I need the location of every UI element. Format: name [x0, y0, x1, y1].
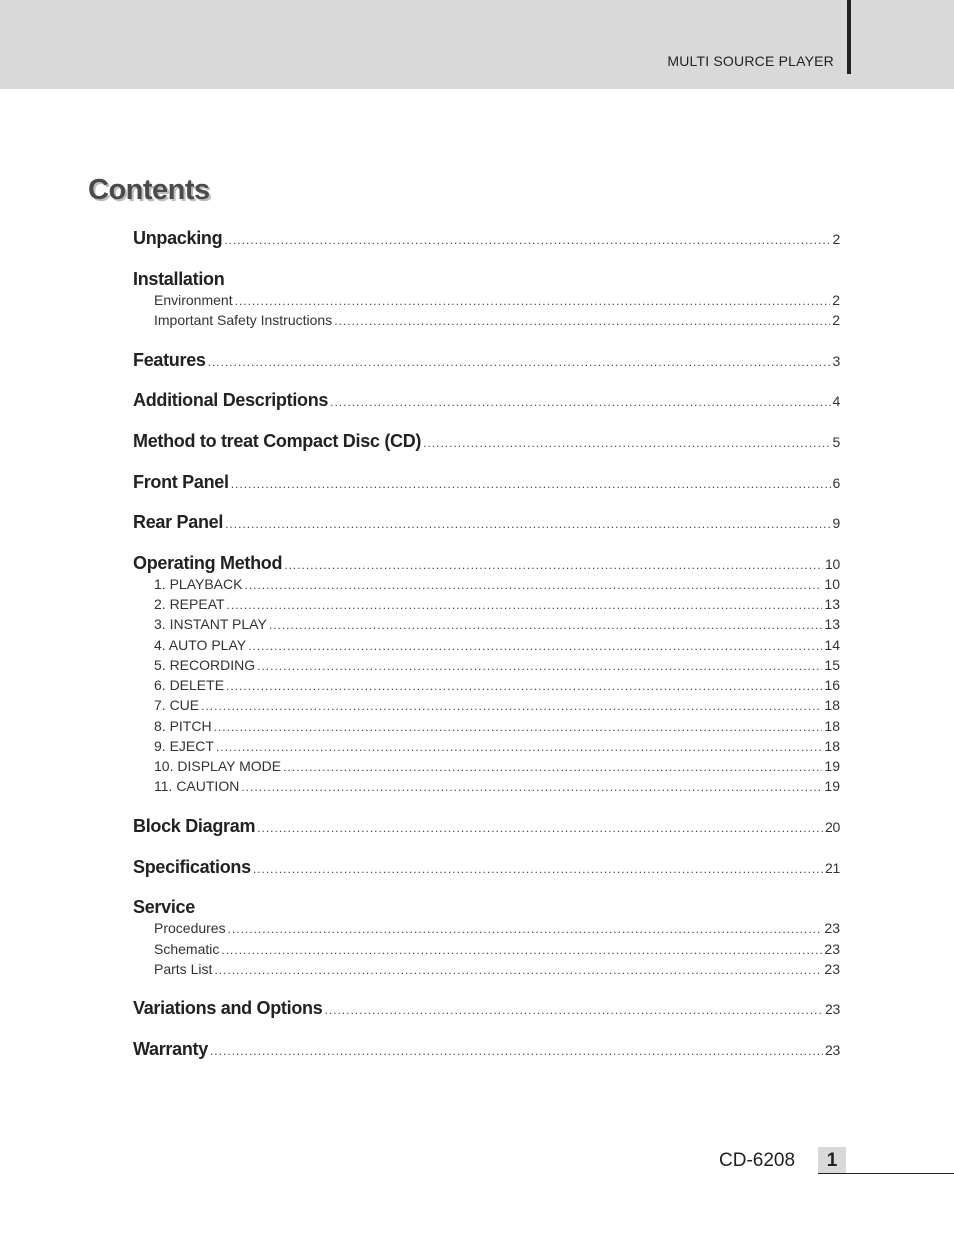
toc-subentry-playback[interactable]: 1. PLAYBACK ..... 10	[154, 576, 840, 592]
leader-dots	[210, 1044, 823, 1058]
leader-dots	[216, 740, 823, 754]
leader-dots	[224, 233, 830, 247]
leader-dots	[241, 780, 822, 794]
footer-rule	[818, 1173, 954, 1174]
leader-dots	[253, 862, 823, 876]
leader-dots	[334, 314, 830, 328]
leader-dots	[248, 639, 822, 653]
leader-dots	[228, 922, 823, 936]
toc-subentry-cue[interactable]: 7. CUE ..... 18	[154, 697, 840, 713]
leader-dots	[244, 578, 822, 592]
toc-subentry-delete[interactable]: 6. DELETE ..... 16	[154, 677, 840, 693]
leader-dots	[257, 821, 823, 835]
toc-entry-unpacking[interactable]: Unpacking ..... 2	[133, 228, 840, 249]
leader-dots	[201, 699, 822, 713]
toc-entry-rear-panel[interactable]: Rear Panel ..... 9	[133, 512, 840, 533]
toc-entry-front-panel[interactable]: Front Panel ..... 6	[133, 472, 840, 493]
toc-subentry-safety-instructions[interactable]: Important Safety Instructions ..... 2	[154, 312, 840, 328]
toc-subentry-instant-play[interactable]: 3. INSTANT PLAY ..... 13	[154, 616, 840, 632]
toc-subentry-schematic[interactable]: Schematic ..... 23	[154, 941, 840, 957]
toc-subentry-eject[interactable]: 9. EJECT ..... 18	[154, 738, 840, 754]
header-title: MULTI SOURCE PLAYER	[667, 53, 834, 69]
leader-dots	[257, 659, 822, 673]
leader-dots	[208, 355, 831, 369]
leader-dots	[330, 395, 830, 409]
toc-entry-additional-descriptions[interactable]: Additional Descriptions ..... 4	[133, 390, 840, 411]
toc-subentry-repeat[interactable]: 2. REPEAT ..... 13	[154, 596, 840, 612]
header-divider	[847, 0, 851, 74]
leader-dots	[221, 943, 822, 957]
leader-dots	[283, 760, 822, 774]
toc-entry-features[interactable]: Features ..... 3	[133, 350, 840, 371]
leader-dots	[214, 720, 823, 734]
toc-entry-compact-disc[interactable]: Method to treat Compact Disc (CD) ..... 5	[133, 431, 840, 452]
toc-subentry-environment[interactable]: Environment ..... 2	[154, 292, 840, 308]
toc-subentry-recording[interactable]: 5. RECORDING ..... 15	[154, 657, 840, 673]
page-title: Contents	[88, 174, 210, 206]
toc-subentry-parts-list[interactable]: Parts List ..... 23	[154, 961, 840, 977]
leader-dots	[423, 436, 830, 450]
leader-dots	[324, 1003, 823, 1017]
toc-heading-service: Service	[133, 897, 195, 917]
toc-subentry-caution[interactable]: 11. CAUTION ..... 19	[154, 778, 840, 794]
leader-dots	[227, 598, 823, 612]
leader-dots	[225, 517, 830, 531]
toc-subentry-procedures[interactable]: Procedures ..... 23	[154, 920, 840, 936]
toc-entry-operating-method[interactable]: Operating Method ..... 10	[133, 553, 840, 574]
toc-subentry-pitch[interactable]: 8. PITCH ..... 18	[154, 718, 840, 734]
header-band	[0, 0, 954, 89]
leader-dots	[231, 477, 831, 491]
leader-dots	[214, 963, 822, 977]
leader-dots	[284, 558, 823, 572]
toc-entry-specifications[interactable]: Specifications ..... 21	[133, 857, 840, 878]
toc-entry-variations-options[interactable]: Variations and Options ..... 23	[133, 998, 840, 1019]
leader-dots	[226, 679, 822, 693]
toc-subentry-display-mode[interactable]: 10. DISPLAY MODE ..... 19	[154, 758, 840, 774]
toc-heading-installation: Installation	[133, 269, 225, 289]
leader-dots	[235, 294, 831, 308]
toc-entry-warranty[interactable]: Warranty ..... 23	[133, 1039, 840, 1060]
leader-dots	[269, 618, 823, 632]
footer-model-number: CD-6208	[719, 1150, 796, 1171]
toc-subentry-auto-play[interactable]: 4. AUTO PLAY ..... 14	[154, 637, 840, 653]
footer-page-number: 1	[818, 1147, 846, 1174]
toc-entry-block-diagram[interactable]: Block Diagram ..... 20	[133, 816, 840, 837]
